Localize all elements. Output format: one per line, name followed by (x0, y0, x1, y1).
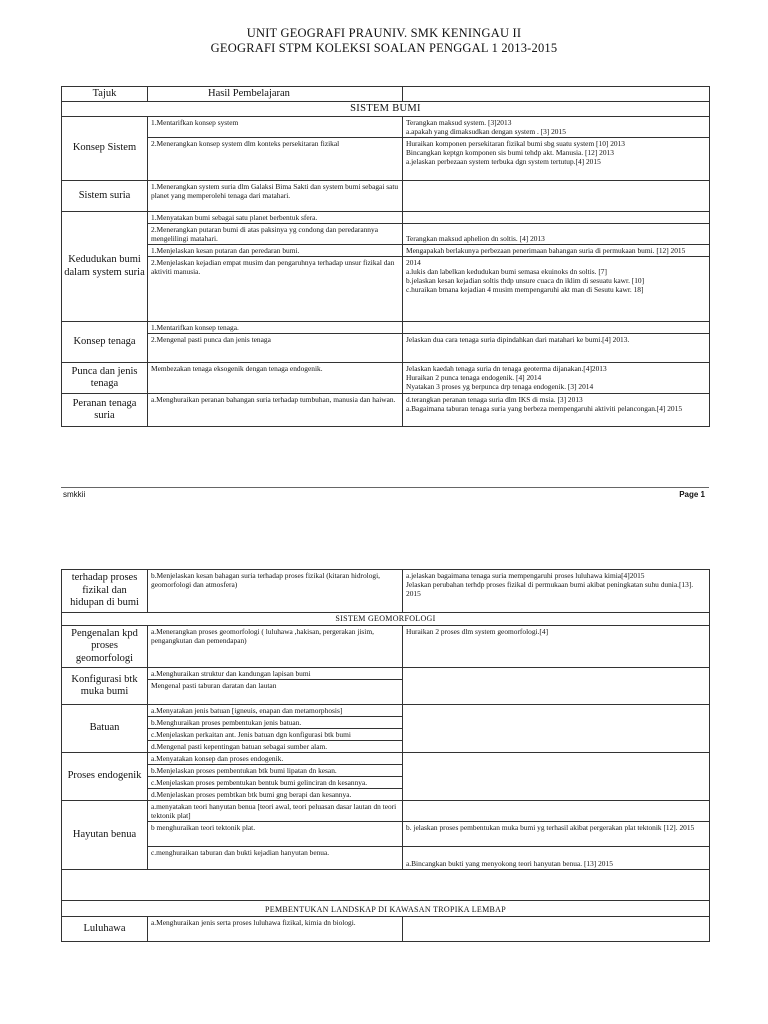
outcome-cell: a.menyatakan teori hanyutan benua [teori awal, teori peluasan dasar lautan dn teori tektonik plat] (148, 801, 403, 822)
question-cell (403, 801, 710, 822)
outcome-cell: 2.Menjelaskan kejadian empat musim dan pengaruhnya terhadap unsur fizikal dan aktiviti manusia. (148, 257, 403, 322)
question-cell: b. jelaskan proses pembentukan muka bumi yg terhasil akibat pergerakan plat tektonik [12]. 2015 (403, 822, 710, 847)
table-row (62, 801, 710, 822)
page-2 (0, 565, 768, 1024)
table-row (62, 870, 710, 901)
topic-cell: Hayutan benua (62, 801, 148, 870)
table-row (62, 625, 710, 668)
question-cell (403, 181, 710, 212)
outcome-cell: Membezakan tenaga eksogenik dengan tenaga endogenik. (148, 363, 403, 394)
table-row (62, 917, 710, 942)
topic-cell: Proses endogenik (62, 753, 148, 801)
table-row (62, 705, 710, 717)
table-row (62, 363, 710, 394)
column-header-topic: Tajuk (62, 87, 148, 102)
outcome-cell: 2.Menerangkan konsep system dlm konteks persekitaran fizikal (148, 138, 403, 181)
table-row (62, 138, 710, 181)
topic-cell: Batuan (62, 705, 148, 753)
table-row (62, 334, 710, 363)
column-header-outcome: Hasil Pembelajaran (148, 87, 403, 102)
table-row (62, 322, 710, 334)
page-gap (0, 505, 768, 565)
outcome-cell: 1.Menjelaskan kesan putaran dan peredaran bumi. (148, 245, 403, 257)
document-subtitle: GEOGRAFI STPM KOLEKSI SOALAN PENGGAL 1 2013-2015 (210, 41, 558, 55)
topic-cell: Punca dan jenis tenaga (62, 363, 148, 394)
blank-row (62, 870, 710, 901)
topic-cell: Peranan tenaga suria (62, 394, 148, 427)
outcome-cell: c.Menjelaskan proses pembentukan bentuk bumi gelinciran dn kesannya. (148, 777, 403, 789)
topic-cell: Sistem suria (62, 181, 148, 212)
table-row (62, 822, 710, 847)
outcome-cell: a.Menghuraikan peranan bahangan suria terhadap tumbuhan, manusia dan haiwan. (148, 394, 403, 427)
table-row (62, 212, 710, 224)
question-cell: Jelaskan dua cara tenaga suria dipindahkan dari matahari ke bumi.[4] 2013. (403, 334, 710, 363)
outcome-cell: a.Menghuraikan struktur dan kandungan lapisan bumi (148, 668, 403, 680)
syllabus-table-page-2 (61, 569, 710, 942)
question-cell: Mengapakah berlakunya perbezaan penerimaan bahangan suria di permukaan bumi. [12] 2015 (403, 245, 710, 257)
question-cell (403, 322, 710, 334)
question-cell: Huraikan 2 proses dlm system geomorfologi.[4] (403, 625, 710, 668)
table-header-row (62, 87, 710, 102)
table-row (62, 117, 710, 138)
outcome-cell: b menghuraikan teori tektonik plat. (148, 822, 403, 847)
outcome-cell: 1.Menerangkan system suria dlm Galaksi Bima Sakti dan system bumi sebagai satu planet yang memperolehi tenaga dari matahari. (148, 181, 403, 212)
section-title-landskap: PEMBENTUKAN LANDSKAP DI KAWASAN TROPIKA LEMBAP (62, 901, 710, 917)
outcome-cell: c.Menjelaskan perkaitan ant. Jenis batuan dgn konfigurasi btk bumi (148, 729, 403, 741)
section-row (62, 612, 710, 625)
table-row (62, 570, 710, 613)
table-row (62, 753, 710, 765)
question-cell (403, 753, 710, 801)
section-title-sistem-bumi: SISTEM BUMI (62, 102, 710, 117)
outcome-cell: b.Menjelaskan proses pembentukan btk bumi lipatan dn kesan. (148, 765, 403, 777)
question-cell (403, 917, 710, 942)
table-row (62, 181, 710, 212)
section-row (62, 901, 710, 917)
question-cell: Huraikan komponen persekitaran fizikal bumi sbg suatu system [10] 2013 Bincangkan keptgn komponen sis bumi tehdp akt. Manusia. [12] 2013 a.jelaskan perbezaan system terbuka dgn system tertutup.[4] 2015 (403, 138, 710, 181)
table-row (62, 257, 710, 322)
question-cell: Terangkan maksud aphelion dn soltis. [4] 2013 (403, 224, 710, 245)
topic-cell: Kedudukan bumi dalam system suria (62, 212, 148, 322)
outcome-cell: d.Mengenal pasti kepentingan batuan sebagai sumber alam. (148, 741, 403, 753)
outcome-cell: a.Menyatakan jenis batuan [igneuis, enapan dan metamorphosis] (148, 705, 403, 717)
question-cell: Terangkan maksud system. [3]2013 a.apakah yang dimaksudkan dengan system . [3] 2015 (403, 117, 710, 138)
question-cell: a.Bincangkan bukti yang menyokong teori hanyutan benua. [13] 2015 (403, 847, 710, 870)
section-title-geomorfologi: SISTEM GEOMORFOLOGI (62, 612, 710, 625)
table-row (62, 668, 710, 680)
table-row (62, 245, 710, 257)
page-footer (61, 487, 709, 499)
topic-cell: Pengenalan kpd proses geomorfologi (62, 625, 148, 668)
outcome-cell: a.Menerangkan proses geomorfologi ( luluhawa ,hakisan, pergerakan jisim, pengangkutan dan pemendapan) (148, 625, 403, 668)
outcome-cell: a.Menyatakan konsep dan proses endogenik. (148, 753, 403, 765)
outcome-cell: Mengenal pasti taburan daratan dan lautan (148, 680, 403, 705)
topic-cell: Luluhawa (62, 917, 148, 942)
outcome-cell: c.menghuraikan taburan dan bukti kejadian hanyutan benua. (148, 847, 403, 870)
outcome-cell: 1.Mentarifkan konsep system (148, 117, 403, 138)
footer-school-code: smkkii (63, 490, 86, 499)
question-cell (403, 212, 710, 224)
table-row (62, 847, 710, 870)
outcome-cell: 1.Menyatakan bumi sebagai satu planet berbentuk sfera. (148, 212, 403, 224)
table-row (62, 224, 710, 245)
outcome-cell: a.Menghuraikan jenis serta proses luluhawa fizikal, kimia dn biologi. (148, 917, 403, 942)
question-cell (403, 705, 710, 753)
question-cell: 2014 a.lukis dan labelkan kedudukan bumi semasa ekuinoks dn soltis. [7] b.jelaskan kesan kejadian soltis thdp unsure cuaca dn iklim di sesuatu kawr. [10] c.huraikan bmana kejadian 4 musim mempengaruhi akt man di Sesutu kawr. 18] (403, 257, 710, 322)
question-cell: Jelaskan kaedah tenaga suria dn tenaga geoterma dijanakan.[4]2013 Huraikan 2 punca tenaga endogenik. [4] 2014 Nyatakan 3 proses yg berpunca drp tenaga endogenik. [3] 2014 (403, 363, 710, 394)
page-1 (0, 0, 768, 505)
question-cell (403, 668, 710, 705)
column-header-questions (403, 87, 710, 102)
outcome-cell: b.Menjelaskan kesan bahagan suria terhadap proses fizikal (kitaran hidrologi, geomorfologi dan atmosfera) (148, 570, 403, 613)
outcome-cell: b.Menghuraikan proses pembentukan jenis batuan. (148, 717, 403, 729)
outcome-cell: d.Menjelaskan proses pembtkan btk bumi gng berapi dan kesannya. (148, 789, 403, 801)
question-cell: a.jelaskan bagaimana tenaga suria mempengaruhi proses luluhawa kimia[4]2015 Jelaskan perubahan terhdp proses fizikal di permukaan bumi akibat peningkatan suhu dunia.[13]. 2015 (403, 570, 710, 613)
topic-cell: Konsep tenaga (62, 322, 148, 363)
outcome-cell: 1.Mentarifkan konsep tenaga. (148, 322, 403, 334)
document-title: UNIT GEOGRAFI PRAUNIV. SMK KENINGAU II (246, 26, 522, 40)
section-row (62, 102, 710, 117)
table-row (62, 394, 710, 427)
footer-page-number: Page 1 (679, 490, 705, 499)
topic-cell: terhadap proses fizikal dan hidupan di bumi (62, 570, 148, 613)
outcome-cell: 2.Menerangkan putaran bumi di atas paksinya yg condong dan peredarannya mengelilingi matahari. (148, 224, 403, 245)
topic-cell: Konfigurasi btk muka bumi (62, 668, 148, 705)
syllabus-table-page-1 (61, 86, 710, 427)
outcome-cell: 2.Mengenal pasti punca dan jenis tenaga (148, 334, 403, 363)
topic-cell: Konsep Sistem (62, 117, 148, 181)
question-cell: d.terangkan peranan tenaga suria dlm IKS di msia. [3] 2013 a.Bagaimana taburan tenaga suria yang berbeza mempengaruhi aktiviti pelancongan.[4] 2015 (403, 394, 710, 427)
